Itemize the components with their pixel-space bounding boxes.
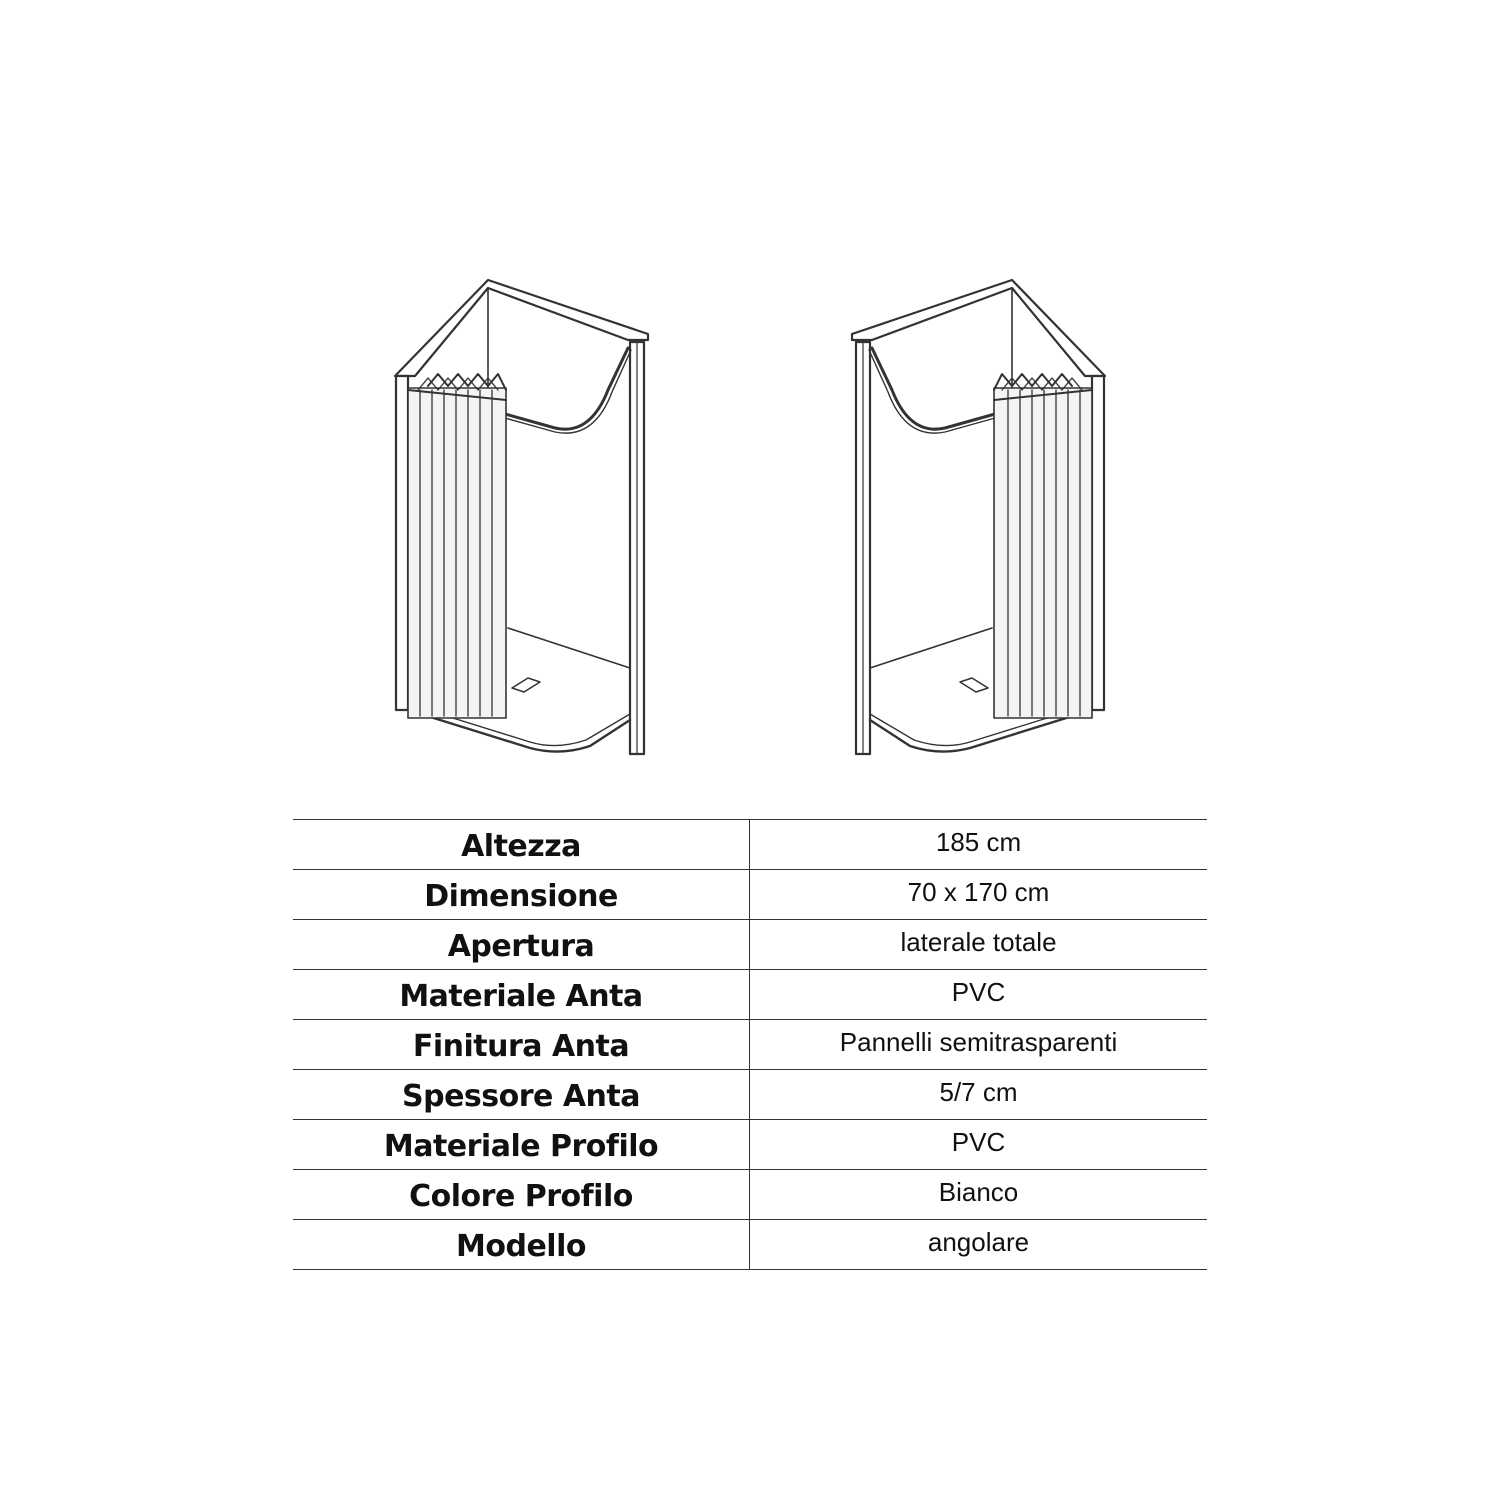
product-illustrations xyxy=(290,250,1210,780)
spec-label: Finitura Anta xyxy=(293,1020,750,1070)
spec-value: PVC xyxy=(750,970,1208,1020)
illustrations-canvas xyxy=(290,250,1210,780)
spec-label: Spessore Anta xyxy=(293,1070,750,1120)
spec-value: Pannelli semitrasparenti xyxy=(750,1020,1208,1070)
spec-value: angolare xyxy=(750,1220,1208,1270)
spec-label: Dimensione xyxy=(293,870,750,920)
spec-row xyxy=(293,1020,1207,1070)
spec-value: 185 cm xyxy=(750,820,1208,870)
spec-value: Bianco xyxy=(750,1170,1208,1220)
spec-label: Altezza xyxy=(293,820,750,870)
spec-value: 5/7 cm xyxy=(750,1070,1208,1120)
spec-row xyxy=(293,1120,1207,1170)
spec-row xyxy=(293,1170,1207,1220)
spec-row xyxy=(293,820,1207,870)
spec-label: Colore Profilo xyxy=(293,1170,750,1220)
spec-row xyxy=(293,870,1207,920)
spec-table-body xyxy=(293,820,1207,1270)
spec-row xyxy=(293,1220,1207,1270)
shower-enclosure-right-drawing xyxy=(852,280,1105,754)
shower-enclosure-left-drawing xyxy=(395,280,648,754)
spec-value: PVC xyxy=(750,1120,1208,1170)
spec-label: Apertura xyxy=(293,920,750,970)
spec-label: Materiale Profilo xyxy=(293,1120,750,1170)
spec-row xyxy=(293,920,1207,970)
spec-row xyxy=(293,970,1207,1020)
spec-row xyxy=(293,1070,1207,1120)
spec-value: laterale totale xyxy=(750,920,1208,970)
spec-label: Modello xyxy=(293,1220,750,1270)
spec-label: Materiale Anta xyxy=(293,970,750,1020)
spec-value: 70 x 170 cm xyxy=(750,870,1208,920)
spec-table xyxy=(293,819,1207,1270)
